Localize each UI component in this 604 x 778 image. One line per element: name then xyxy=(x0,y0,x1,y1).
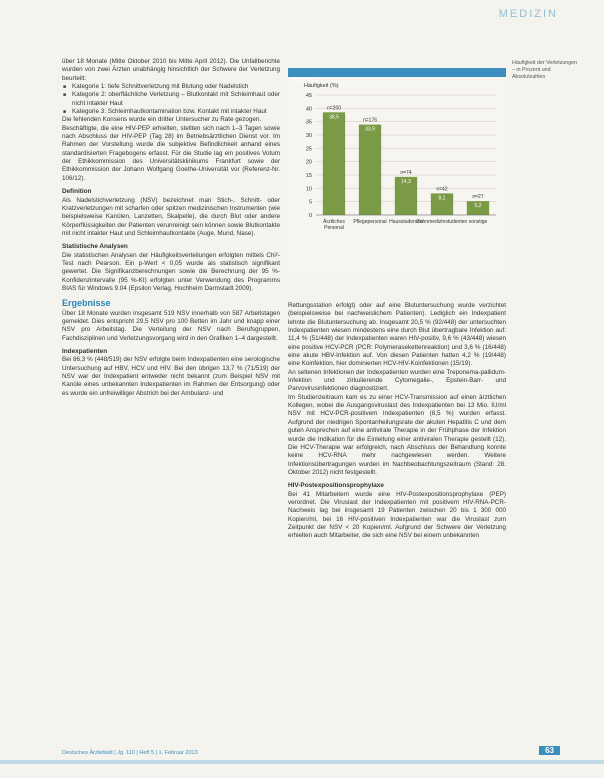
y-tick-label: 5 xyxy=(308,199,312,206)
category-item: ■ Kategorie 3: Schleimhautkontamination bzw. Kontakt mit intakter Haut xyxy=(72,108,280,116)
y-tick-label: 0 xyxy=(308,213,312,219)
y-tick-label: 20 xyxy=(305,159,312,166)
figure-caption: Häufigkeit der Verletzungen – in Prozent und Absolutzahlen xyxy=(512,60,578,80)
bar-value-label: 5,2 xyxy=(474,203,482,210)
bar-n-label: n=74 xyxy=(400,169,412,176)
left-column xyxy=(62,58,280,398)
body-paragraph: Rettungsstation erfolgt) oder auf eine Blutuntersuchung wurde verzichtet (beispielsweise bei nachweislichem Patienten). Lediglich ein Indexpatient lehnte die Blutuntersuchung ab. Insgesamt 20,5 % (92/448) der untersuchten Indexpatienten wiesen mindestens eine durch Blut übertragbare Infektion auf: 11,4 % (51/448) der Indexpatienten waren HIV-positiv, 9,6 % (43/448) wiesen eine positive HCV-PCR (PCR: Polymerasekettenreaktion) und 3,6 % (16/448) eine akute HBV-Infektion auf. Von diesen Patienten hatten 4,2 % (19/448) eine Koinfektion, hier dominierten HCV-HIV-Koinfektionen (15/19). xyxy=(288,302,506,368)
y-tick-label: 45 xyxy=(305,93,312,99)
subheading-pep: HIV-Postexpositionsprophylaxe xyxy=(288,482,384,490)
x-tick-label: sonstige xyxy=(468,219,488,225)
right-column xyxy=(288,302,506,541)
category-item: ■ Kategorie 2: oberflächliche Verletzung – Blutkontakt mit Schleimhaut oder nicht intakter Haut xyxy=(72,91,280,108)
chart-header-bar xyxy=(288,68,506,83)
body-paragraph: Im Studienzeitraum kam es zu einer HCV-Transmission auf einen ärztlichen Kollegen, wobei die Ausgangsviruslast des Indexpatienten bei 13 Mio. IU/ml NSV mit HCV-PCR-positivem Indexpatienten (8,5 %) wurden erfasst. Aufgrund der niedrigen Spontanheilungsrate der akuten Hepatitis C und dem guten Ansprechen auf eine antivirale Therapie in der Frühphase der Infektion wurde die Indikation für die Einleitung einer antiviralen Therapie gestellt (12). Die HCV-Therapie war erfolgreich, nach Abschluss der Behandlung konnte keine HCV-RNA mehr nachgewiesen werden. Weitere Infektionsübertragungen wurden im Nachbeobachtungszeitraum (Stand: 28. Oktober 2012) nicht festgestellt. xyxy=(288,393,506,476)
bar-value-label: 8,1 xyxy=(438,195,446,202)
bar-value-label: 14,3 xyxy=(401,178,411,185)
body-paragraph: Die fehlenden Konsens wurde ein dritter Untersucher zu Rate gezogen. xyxy=(62,116,262,124)
x-tick-label: Zahnmedizinstudenten xyxy=(416,219,468,225)
body-paragraph: Als Nadelstichverletzung (NSV) bezeichnet man Stich-, Schnitt- oder Kratzverletzungen mit scharfen oder spitzen medizinischen Instrumenten (wie beispielsweise Kanülen, Lanzetten, Skalpelle), die durch Blut oder andere Körperflüssigkeiten der Patienten verunreinigt sein können sowie Blutkontakte mit nicht intakter Haut und Schleimhautkontakte (Auge, Mund, Nase). xyxy=(62,196,280,237)
x-tick-label: Hausstudenten xyxy=(389,219,423,225)
bar xyxy=(359,125,381,215)
page-number: 63 xyxy=(539,746,560,755)
y-tick-label: 35 xyxy=(305,119,312,126)
y-tick-label: 30 xyxy=(305,133,312,139)
body-paragraph: An seltenen Infektionen der Indexpatienten wurden eine Treponema-pallidum-Infektion und zirkulierende Cytomegalie-, Epstein-Barr- und Parvovirusinfektionen diagnostiziert. xyxy=(288,368,506,393)
intro-paragraph: über 18 Monate (Mitte Oktober 2010 bis Mitte April 2012). Die Unfallberichte wurden von zwei Ärzten unabhängig hinsichtlich der Schwere der Verletzung beurteilt: xyxy=(62,58,280,82)
bar-n-label: n=27 xyxy=(472,194,484,201)
bar-value-label: 33,9 xyxy=(365,126,375,133)
bar-n-label: n=200 xyxy=(326,105,342,112)
category-list xyxy=(62,83,280,116)
section-header: MEDIZIN xyxy=(498,8,558,20)
y-tick-label: 15 xyxy=(305,173,312,179)
body-paragraph: Beschäftigte, die eine HIV-PEP erhielten, stellten sich nach 1–3 Tagen sowie nach Abschluss der HIV-PEP (Tag 28) im Betriebsärztlichen Dienst vor. Im Rahmen der Vorstellung wurde die subjektive Befindlichkeit anhand eines standardisierten Fragebogens erfasst. Für die Studie lag ein positives Votum der Ethikkommission des Universitätsklinikums Frankfurt sowie der Ethikkommission der Johann Wolfgang Goethe-Universität vor (Referenz-Nr. 106/12). xyxy=(62,124,280,182)
bar-value-label: 38,5 xyxy=(329,114,339,121)
y-axis-label: Häufigkeit (%) xyxy=(304,83,339,89)
y-tick-label: 10 xyxy=(305,186,312,193)
chart-title: GRAFIK 2 xyxy=(292,77,318,83)
bar-n-label: n=42 xyxy=(436,186,448,193)
bar-n-label: n=176 xyxy=(362,117,378,124)
body-paragraph: Bei 86,3 % (448/519) der NSV erfolgte beim Indexpatienten eine serologische Untersuchung auf HBV, HCV und HIV. Bei den übrigen 13,7 % (71/519) der NSV war der Indexpatient entweder nicht bekannt (zum Beispiel NSV mit Kanüle eines unbekannten Indexpatienten im Rahmen der Entsorgung) oder es wurde ein unfreiwilliger Abstrich bei der Ambulanz- und xyxy=(62,356,280,397)
x-tick-label: Personal xyxy=(324,225,344,231)
y-tick-label: 40 xyxy=(305,106,312,113)
journal-footer: Deutsches Ärzteblatt | Jg. 110 | Heft 5 | 1. Februar 2013 xyxy=(62,750,198,756)
subheading-index-patients: Indexpatienten xyxy=(62,348,108,355)
x-tick-label: Ärztliches xyxy=(323,219,345,225)
x-tick-label: Pflegepersonal xyxy=(353,219,387,225)
body-paragraph: Bei 41 Mitarbeitern wurde eine HIV-Postexpositionsprophylaxe (PEP) verordnet. Die Viruslast der Indexpatienten mit positivem HIV-RNA-PCR-Nachweis lag bei insgesamt 19 Patienten zwischen 20 bis 1 300 000 Kopien/ml, bei 16 HIV-positiven Indexpatienten war die Viruslast zum Zeitpunkt der NSV < 20 Kopien/ml. Aufgrund der Schwere der Verletzung erhielten auch Mitarbeiter, die sich eine NSV bei einem unbekannten xyxy=(288,490,506,540)
category-item: ■ Kategorie 1: tiefe Schnittverletzung mit Blutung oder Nadelstich xyxy=(72,83,280,91)
bar-chart-figure xyxy=(288,68,506,273)
subheading-definition: Definition xyxy=(62,188,92,196)
bar xyxy=(323,112,345,215)
footer-rule xyxy=(0,760,604,764)
body-paragraph: Über 18 Monate wurden insgesamt 519 NSV innerhalb von 587 Arbeitstagen gemeldet. Dies entspricht 29,5 NSV pro 100 Betten im Jahr und knapp einer NSV pro Arbeitstag. Die Verteilung der NSV nach Berufsgruppen, Fachdisziplinen und Verletzungsvorgang wird in den Grafiken 1–4 dargestellt. xyxy=(62,309,280,342)
y-tick-label: 25 xyxy=(305,146,312,153)
body-paragraph: Die statistischen Analysen der Häufigkeitsverteilungen erfolgten mittels Chi²-Test nach Pearson. Ein p-Wert < 0,05 wurde als statistisch signifikant gewertet. Die Signifikanzberechnungen sowie die Berechnung der 95 %-Konfidenzintervalle (95 %-KI) erfolgten unter Verwendung des Programms BIAS für Windows 9.04 (Epsilon Verlag, Hochheim Darmstadt 2009). xyxy=(62,251,280,292)
subheading-statistics: Statistische Analysen xyxy=(62,243,128,251)
section-heading-results: Ergebnisse xyxy=(62,298,111,309)
chart-svg xyxy=(288,77,506,273)
